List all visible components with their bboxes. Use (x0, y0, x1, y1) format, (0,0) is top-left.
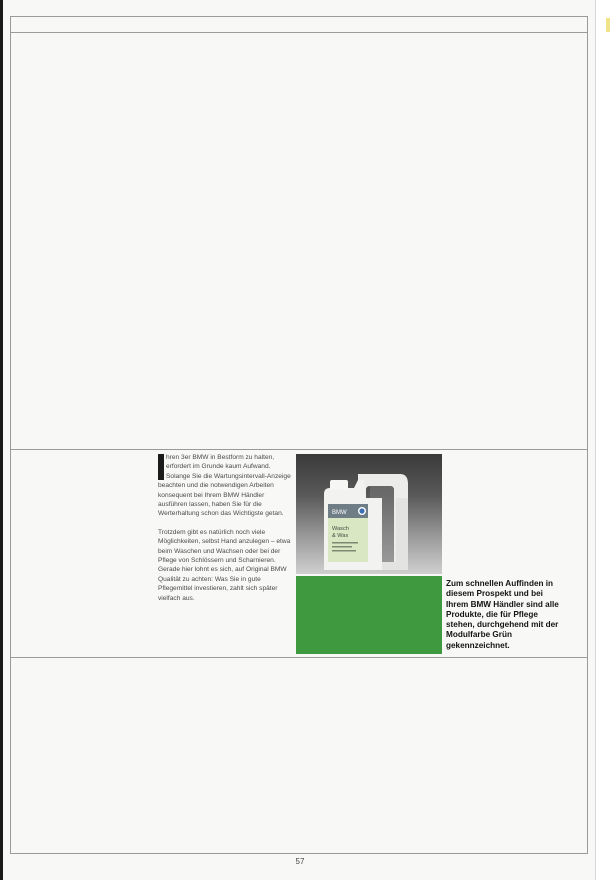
article-paragraph-1 (158, 453, 294, 519)
header-rule (10, 32, 588, 33)
page-number: 57 (295, 857, 305, 866)
product-name-line1: Wasch (332, 526, 349, 532)
tab-marker (606, 18, 610, 32)
drop-cap (158, 454, 164, 480)
article-paragraph-1-text: hren 3er BMW in Bestform zu halten, erfordert im Grunde kaum Aufwand. Solange Sie die Wartungsintervall-Anzeige beachten und die notwendigen Arbeiten konsequent bei Ihrem BMW Händler ausführen lassen, haben Sie für die Werterhaltung schon das Wichtigste getan. (158, 454, 291, 518)
product-photo (296, 454, 442, 574)
article-paragraph-2: Trotzdem gibt es natürlich noch viele Möglichkeiten, selbst Hand anzulegen – etwa beim Waschen und Wachsen oder bei der Pflege von Schlössern und Scharnieren. Gerade hier lohnt es sich, auf Original BMW Qualität zu achten: Was Sie in gute Pflegemittel investieren, zahlt sich später vielfach aus. (158, 528, 291, 602)
section-rule-top (10, 449, 588, 450)
canister-image (296, 454, 442, 574)
scan-edge-strip (0, 0, 3, 880)
module-color-swatch (296, 576, 442, 654)
article-text (158, 453, 294, 612)
page-edge (595, 0, 610, 880)
section-rule-bottom (10, 657, 588, 658)
product-name-line2: & Wax (332, 533, 349, 539)
page-frame (10, 16, 588, 854)
caption: Zum schnellen Auffinden in diesem Prospekt und bei Ihrem BMW Händler sind alle Produkte, die für Pflege stehen, durchgehend mit der Modulfarbe Grün gekennzeichnet. (446, 579, 559, 650)
product-brand: BMW (332, 510, 347, 516)
